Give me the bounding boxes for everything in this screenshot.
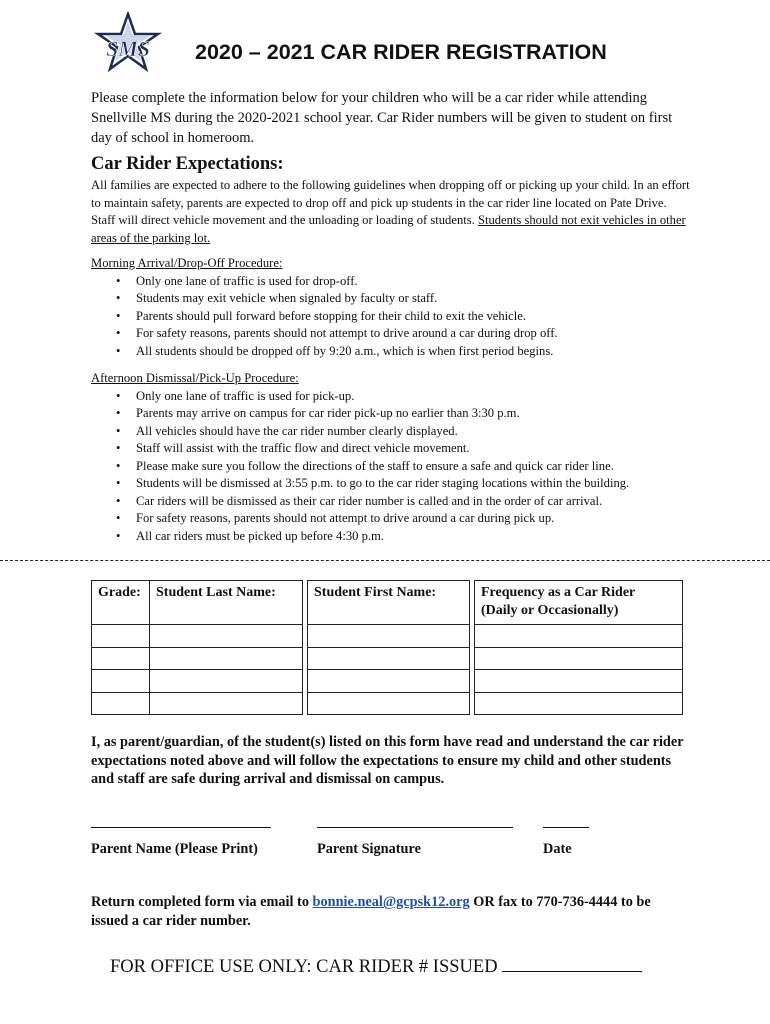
morning-procedure-list — [91, 273, 701, 361]
first-name-cell[interactable] — [308, 670, 470, 693]
logo-text: SMS — [105, 36, 151, 61]
table-row — [92, 692, 683, 715]
expectations-text: All families are expected to adhere to the following guidelines when dropping off or picking up your child. In an effort to maintain safety, parents are expected to drop off and pick up students in the car rider line located on Pate Drive. Staff will direct vehicle movement and the unloading or loading of students. — [91, 178, 690, 227]
afternoon-procedure-title: Afternoon Dismissal/Pick-Up Procedure: — [91, 371, 299, 385]
parent-signature-line[interactable] — [317, 827, 513, 828]
column-header-grade: Grade: — [92, 581, 150, 625]
agreement-statement: I, as parent/guardian, of the student(s) listed on this form have read and understand the car rider expectations noted above and will follow the expectations to ensure my child and other students and staff are safe during arrival and dismissal on campus. — [91, 734, 684, 787]
morning-procedure-title: Morning Arrival/Drop-Off Procedure: — [91, 256, 283, 270]
date-label: Date — [543, 841, 572, 857]
parent-name-label: Parent Name (Please Print) — [91, 841, 258, 857]
list-item: • All car riders must be picked up before 4:30 p.m. — [136, 528, 701, 546]
table-row — [92, 625, 683, 648]
table-header-row — [92, 581, 683, 625]
list-item: • All students should be dropped off by 9:20 a.m., which is when first period begins. — [136, 343, 701, 361]
first-name-cell[interactable] — [308, 692, 470, 715]
date-line[interactable] — [543, 827, 589, 828]
frequency-cell[interactable] — [475, 670, 683, 693]
frequency-header-line-1: Frequency as a Car Rider — [481, 585, 636, 600]
list-item: • Please make sure you follow the directions of the staff to ensure a safe and quick car rider line. — [136, 458, 701, 476]
page-title: 2020 – 2021 CAR RIDER REGISTRATION — [195, 40, 607, 64]
grade-cell[interactable] — [92, 647, 150, 670]
intro-paragraph: Please complete the information below for your children who will be a car rider while attending Snellville MS during the 2020-2021 school year. Car Rider numbers will be given to student on first day of school in homeroom. — [91, 90, 673, 146]
grade-cell[interactable] — [92, 625, 150, 648]
list-item: • Students will be dismissed at 3:55 p.m. to go to the car rider staging locations within the building. — [136, 475, 701, 493]
afternoon-procedure-list — [91, 388, 701, 546]
column-header-first-name: Student First Name: — [308, 581, 470, 625]
list-item: • Only one lane of traffic is used for pick-up. — [136, 388, 701, 406]
grade-cell[interactable] — [92, 692, 150, 715]
last-name-cell[interactable] — [150, 692, 303, 715]
expectations-paragraph — [91, 177, 691, 247]
morning-procedure — [91, 255, 701, 360]
frequency-cell[interactable] — [475, 692, 683, 715]
parent-name-line[interactable] — [91, 827, 271, 828]
return-suffix: OR fax to 770-736-4444 to be issued a car rider number. — [91, 894, 651, 929]
car-rider-number-blank[interactable] — [502, 957, 642, 972]
office-use-line — [110, 957, 642, 978]
return-instructions — [91, 893, 691, 931]
first-name-cell[interactable] — [308, 625, 470, 648]
school-logo — [92, 12, 164, 76]
grade-cell[interactable] — [92, 670, 150, 693]
list-item: • Parents may arrive on campus for car rider pick-up no earlier than 3:30 p.m. — [136, 405, 701, 423]
table-row — [92, 647, 683, 670]
last-name-cell[interactable] — [150, 625, 303, 648]
parent-signature-label: Parent Signature — [317, 841, 421, 857]
last-name-cell[interactable] — [150, 647, 303, 670]
office-use-label: FOR OFFICE USE ONLY: CAR RIDER # ISSUED — [110, 957, 498, 977]
expectations-heading: Car Rider Expectations: — [91, 154, 284, 174]
list-item: • All vehicles should have the car rider number clearly displayed. — [136, 423, 701, 441]
list-item: • Only one lane of traffic is used for drop-off. — [136, 273, 701, 291]
last-name-cell[interactable] — [150, 670, 303, 693]
list-item: • Parents should pull forward before stopping for their child to exit the vehicle. — [136, 308, 701, 326]
return-prefix: Return completed form via email to — [91, 894, 313, 910]
list-item: • For safety reasons, parents should not attempt to drive around a car during pick up. — [136, 510, 701, 528]
frequency-header-line-2: (Daily or Occasionally) — [481, 603, 619, 618]
list-item: • Staff will assist with the traffic flow and direct vehicle movement. — [136, 440, 701, 458]
first-name-cell[interactable] — [308, 647, 470, 670]
list-item: • Car riders will be dismissed as their car rider number is called and in the order of car arrival. — [136, 493, 701, 511]
afternoon-procedure — [91, 370, 701, 545]
student-info-table — [91, 580, 683, 715]
frequency-cell[interactable] — [475, 647, 683, 670]
column-header-last-name: Student Last Name: — [150, 581, 303, 625]
list-item: • For safety reasons, parents should not attempt to drive around a car during drop off. — [136, 325, 701, 343]
cut-line-divider — [0, 560, 770, 561]
expectations-warning: Students should not exit vehicles in other areas of the parking lot. — [91, 213, 686, 245]
list-item: • Students may exit vehicle when signaled by faculty or staff. — [136, 290, 701, 308]
column-header-frequency — [475, 581, 683, 625]
frequency-cell[interactable] — [475, 625, 683, 648]
email-link[interactable]: bonnie.neal@gcpsk12.org — [312, 894, 470, 910]
table-row — [92, 670, 683, 693]
